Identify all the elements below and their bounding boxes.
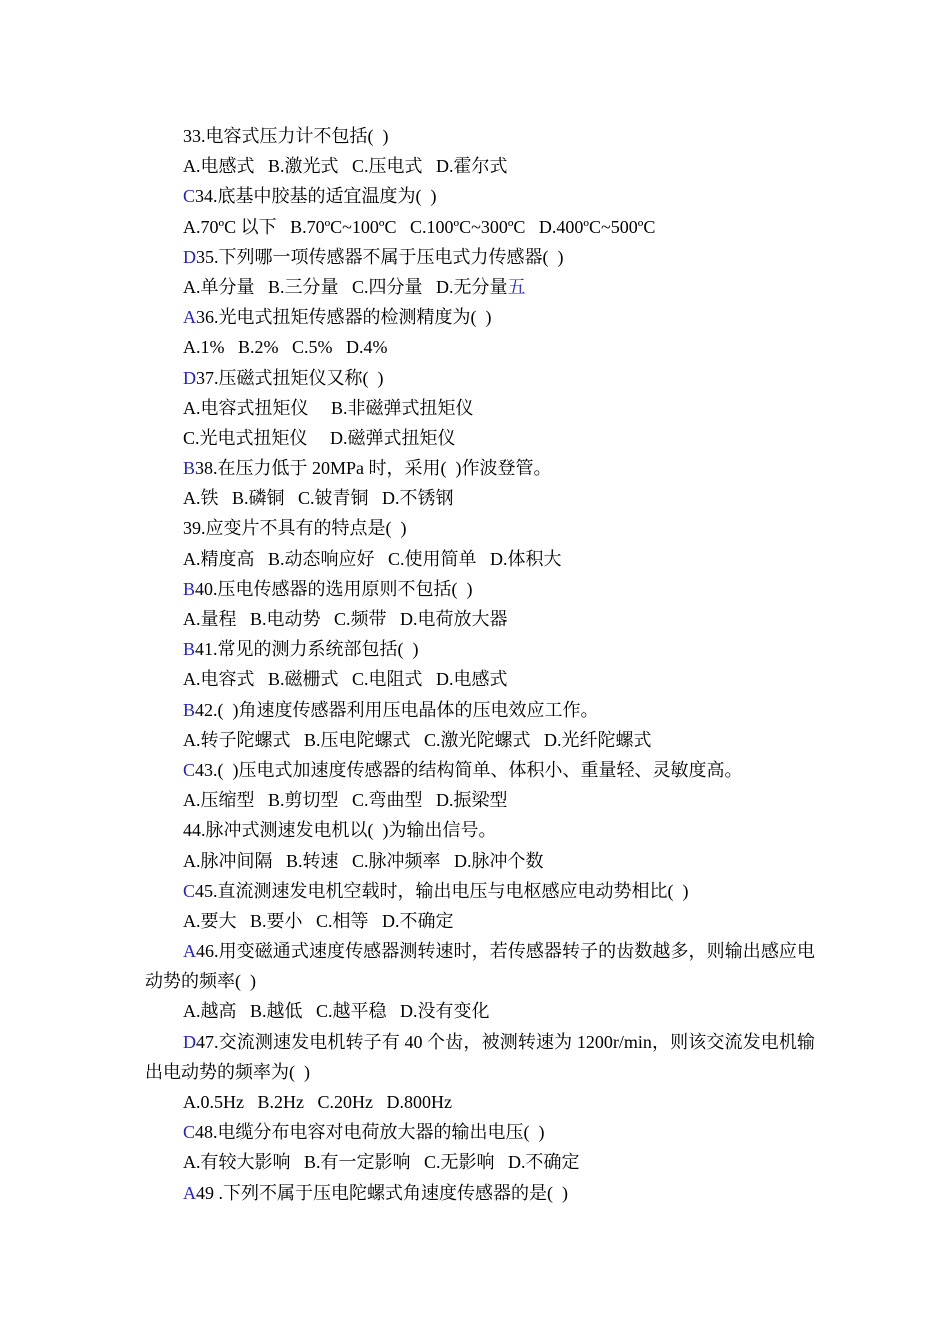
question-line: [145, 302, 815, 332]
options-text: A.铁 B.磷铜 C.铍青铜 D.不锈钢: [183, 488, 454, 509]
question-line: [145, 1027, 815, 1087]
question-line: [145, 363, 815, 393]
question-line: [145, 755, 815, 785]
options-text: A.0.5Hz B.2Hz C.20Hz D.800Hz: [183, 1092, 452, 1113]
options-line: [145, 1147, 815, 1177]
question-line: [145, 121, 815, 151]
options-line: [145, 212, 815, 242]
options-text: A.70ºC 以下 B.70ºC~100ºC C.100ºC~300ºC D.400ºC~500ºC: [183, 216, 656, 237]
answer-key: B: [183, 639, 196, 660]
question-line: [145, 634, 815, 664]
answer-key: A: [183, 941, 196, 962]
question-text: 48.电缆分布电容对电荷放大器的输出电压( ): [195, 1122, 545, 1143]
question-line: [145, 181, 815, 211]
options-line: [145, 664, 815, 694]
options-text: A.有较大影响 B.有一定影响 C.无影响 D.不确定: [183, 1152, 580, 1173]
question-text: 47.交流测速发电机转子有 40 个齿，被测转速为 1200r/min，则该交流发电机输出电动势的频率为( ): [145, 1031, 815, 1082]
question-text: 41.常见的测力系统部包括( ): [195, 639, 419, 660]
answer-key: D: [183, 367, 196, 388]
question-line: [145, 815, 815, 845]
options-text: C.光电式扭矩仪 D.磁弹式扭矩仪: [183, 427, 456, 448]
question-text: 37.压磁式扭矩仪又称( ): [196, 367, 384, 388]
question-line: [145, 1117, 815, 1147]
question-text: 36.光电式扭矩传感器的检测精度为( ): [196, 307, 492, 328]
options-text: A.越高 B.越低 C.越平稳 D.没有变化: [183, 1001, 490, 1022]
question-line: [145, 1178, 815, 1208]
options-text: A.转子陀螺式 B.压电陀螺式 C.激光陀螺式 D.光纤陀螺式: [183, 729, 652, 750]
question-line: [145, 936, 815, 996]
options-text: A.单分量 B.三分量 C.四分量 D.无分量: [183, 276, 508, 297]
options-line: [145, 725, 815, 755]
answer-key: A: [183, 1182, 196, 1203]
question-text: 44.脉冲式测速发电机以( )为输出信号。: [183, 820, 497, 841]
question-line: [145, 453, 815, 483]
question-text: 45.直流测速发电机空载时，输出电压与电枢感应电动势相比( ): [195, 880, 689, 901]
options-text: A.电容式扭矩仪 B.非磁弹式扭矩仪: [183, 397, 474, 418]
options-text: A.要大 B.要小 C.相等 D.不确定: [183, 910, 454, 931]
answer-key: C: [183, 186, 196, 207]
answer-key: C: [183, 880, 196, 901]
options-line: [145, 272, 815, 302]
options-text: A.电感式 B.激光式 C.压电式 D.霍尔式: [183, 156, 508, 177]
question-text: 38.在压力低于 20MPa 时，采用( )作波登管。: [195, 458, 552, 479]
answer-key: C: [183, 1122, 196, 1143]
options-line: [145, 604, 815, 634]
options-line: [145, 785, 815, 815]
options-line: [145, 423, 815, 453]
question-text: 39.应变片不具有的特点是( ): [183, 518, 407, 539]
question-text: 34.底基中胶基的适宜温度为( ): [195, 186, 437, 207]
answer-key: D: [183, 246, 196, 267]
question-line: [145, 695, 815, 725]
question-text: 35.下列哪一项传感器不属于压电式力传感器( ): [196, 246, 564, 267]
answer-key: B: [183, 458, 196, 479]
question-text: 33.电容式压力计不包括( ): [183, 126, 389, 146]
answer-key: D: [183, 1031, 196, 1052]
answer-key: C: [183, 759, 196, 780]
options-text: A.量程 B.电动势 C.频带 D.电荷放大器: [183, 609, 508, 629]
options-line: [145, 483, 815, 513]
question-line: [145, 876, 815, 906]
question-text: 40.压电传感器的选用原则不包括( ): [195, 578, 473, 599]
question-line: [145, 242, 815, 272]
options-text: A.精度高 B.动态响应好 C.使用简单 D.体积大: [183, 548, 562, 569]
answer-key: B: [183, 578, 196, 599]
options-line: [145, 1087, 815, 1117]
options-line: [145, 996, 815, 1026]
options-line: [145, 332, 815, 362]
options-line: [145, 393, 815, 423]
question-text: 42.( )角速度传感器利用压电晶体的压电效应工作。: [195, 699, 599, 720]
options-line: [145, 151, 815, 181]
options-line: [145, 906, 815, 936]
answer-key: A: [183, 307, 196, 328]
question-text: 43.( )压电式加速度传感器的结构简单、体积小、重量轻、灵敏度高。: [195, 759, 743, 780]
annotation-text: 五: [507, 276, 526, 297]
question-line: [145, 574, 815, 604]
options-text: A.压缩型 B.剪切型 C.弯曲型 D.振梁型: [183, 790, 508, 811]
options-line: [145, 544, 815, 574]
options-text: A.1% B.2% C.5% D.4%: [183, 337, 388, 358]
options-line: [145, 846, 815, 876]
question-line: [145, 513, 815, 543]
question-list: [145, 121, 815, 1208]
question-text: 46.用变磁通式速度传感器测转速时，若传感器转子的齿数越多，则输出感应电动势的频率( ): [145, 941, 815, 992]
answer-key: B: [183, 699, 196, 720]
options-text: A.电容式 B.磁栅式 C.电阻式 D.电感式: [183, 669, 508, 690]
options-text: A.脉冲间隔 B.转速 C.脉冲频率 D.脉冲个数: [183, 850, 544, 871]
question-text: 49 .下列不属于压电陀螺式角速度传感器的是( ): [196, 1182, 568, 1203]
